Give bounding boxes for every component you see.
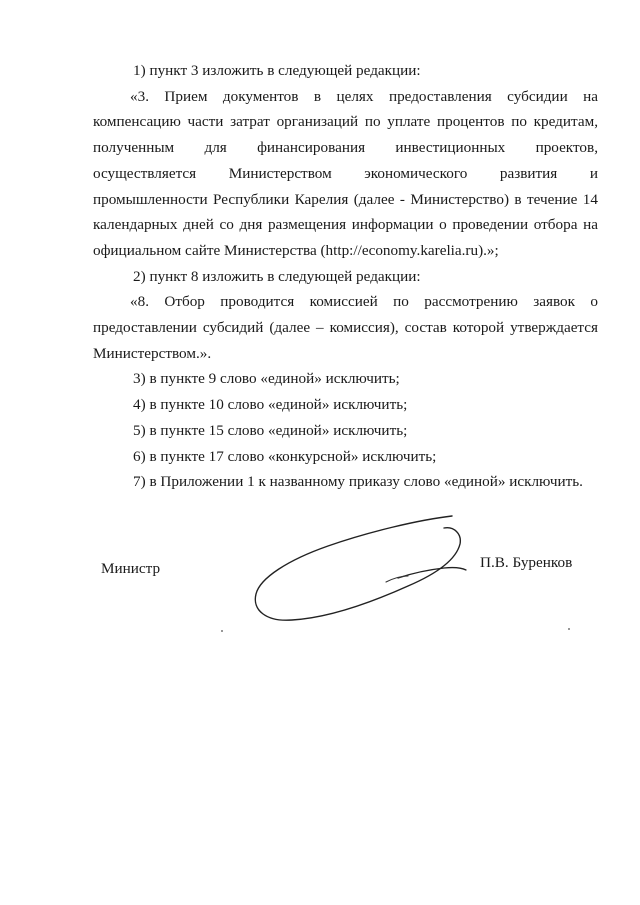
amendment-text-point-3: «3. Прием документов в целях предоставления субсидии на компенсацию части затрат организаций по уплате процентов по кредитам, полученным для финансирования инвестиционных проектов, осуществляется Министерством экономического развития и промышленности Республики Карелия (далее - Министерство) в течение 14 календарных дней со дня размещения информации о проведении отбора на официальном сайте Министерства (http://economy.karelia.ru).»;	[93, 87, 598, 259]
amendment-item-7: 7) в Приложении 1 к названному приказу слово «единой» исключить.	[133, 473, 583, 491]
handwritten-signature	[248, 512, 478, 632]
signer-name: П.В. Буренков	[480, 554, 573, 571]
amendment-item-3: 3) в пункте 9 слово «единой» исключить;	[133, 370, 400, 388]
signer-position: Министр	[101, 560, 161, 577]
scan-speck	[568, 628, 570, 630]
amendment-item-4: 4) в пункте 10 слово «единой» исключить;	[133, 396, 408, 414]
amendment-item-2: 2) пункт 8 изложить в следующей редакции:	[133, 267, 421, 285]
amendment-text-point-8: «8. Отбор проводится комиссией по рассмотрению заявок о предоставлении субсидий (далее – комиссия), состав которой утверждается Министерством.».	[93, 293, 598, 362]
document-body	[93, 58, 598, 495]
amendment-item-1: 1) пункт 3 изложить в следующей редакции:	[133, 62, 421, 79]
amendment-item-5: 5) в пункте 15 слово «единой» исключить;	[133, 421, 408, 439]
scan-speck	[221, 630, 223, 632]
signature-block	[0, 548, 640, 658]
amendment-item-6: 6) в пункте 17 слово «конкурсной» исключить;	[133, 447, 437, 465]
